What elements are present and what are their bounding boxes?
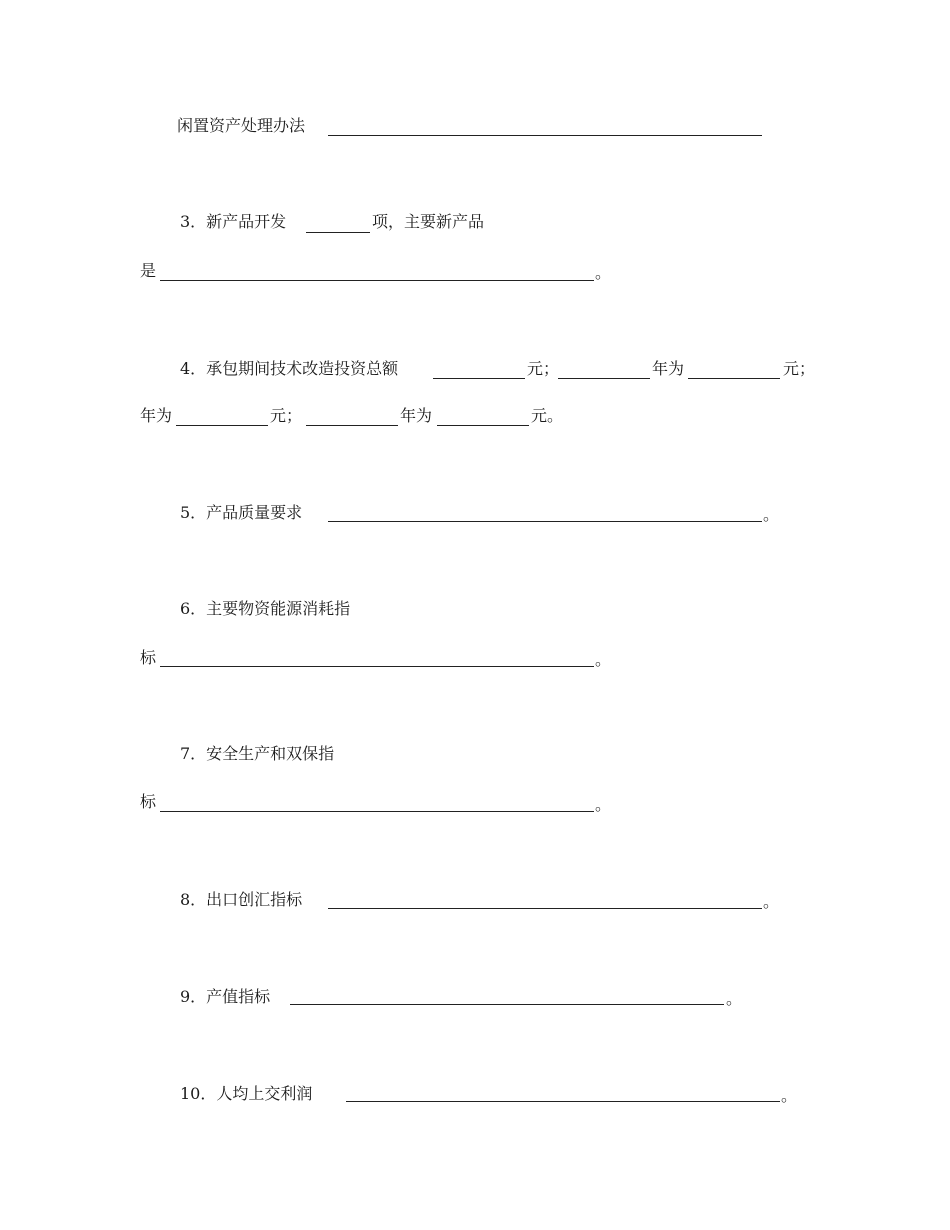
new-products-label: 3．新产品开发 <box>180 212 287 231</box>
export-suffix: 。 <box>763 892 780 911</box>
tech-investment-unit-2: 元； <box>783 359 816 378</box>
new-products-line2-suffix: 。 <box>595 263 612 282</box>
tech-investment-amount-1-blank[interactable] <box>688 378 780 379</box>
export-blank[interactable] <box>328 908 762 909</box>
new-products-names-blank[interactable] <box>160 280 594 281</box>
tech-investment-year-for-1: 年为 <box>652 359 685 378</box>
profit-label: 10．人均上交利润 <box>180 1084 313 1103</box>
tech-investment-year-for-3: 年为 <box>400 406 433 425</box>
profit-blank[interactable] <box>346 1101 780 1102</box>
profit-suffix: 。 <box>781 1086 798 1105</box>
tech-investment-unit-1: 元； <box>527 359 560 378</box>
output-value-suffix: 。 <box>726 989 743 1008</box>
new-products-count-blank[interactable] <box>306 232 370 233</box>
energy-line2-suffix: 。 <box>595 650 612 669</box>
output-value-label: 9．产值指标 <box>180 987 271 1006</box>
energy-label: 6．主要物资能源消耗指 <box>180 599 351 618</box>
tech-investment-amount-3-blank[interactable] <box>437 425 529 426</box>
idle-assets-label: 闲置资产处理办法 <box>177 116 306 135</box>
tech-investment-amount-2-blank[interactable] <box>176 425 268 426</box>
safety-line2-suffix: 。 <box>595 795 612 814</box>
new-products-mid: 项，主要新产品 <box>372 212 485 231</box>
energy-line2-prefix: 标 <box>140 648 157 667</box>
tech-investment-year-1-blank[interactable] <box>558 378 650 379</box>
tech-investment-year-3-blank[interactable] <box>306 425 398 426</box>
safety-line2-prefix: 标 <box>140 792 157 811</box>
quality-label: 5．产品质量要求 <box>180 503 303 522</box>
tech-investment-label: 4．承包期间技术改造投资总额 <box>180 359 399 378</box>
export-label: 8．出口创汇指标 <box>180 890 303 909</box>
idle-assets-blank[interactable] <box>328 135 762 136</box>
output-value-blank[interactable] <box>290 1004 724 1005</box>
safety-label: 7．安全生产和双保指 <box>180 744 335 763</box>
tech-investment-unit-end: 元。 <box>531 406 564 425</box>
quality-suffix: 。 <box>763 505 780 524</box>
quality-blank[interactable] <box>328 521 762 522</box>
tech-investment-total-blank[interactable] <box>433 378 525 379</box>
energy-blank[interactable] <box>160 666 594 667</box>
tech-investment-unit-3: 元； <box>270 406 303 425</box>
new-products-line2-prefix: 是 <box>140 261 157 280</box>
tech-investment-year-for-2: 年为 <box>140 406 173 425</box>
safety-blank[interactable] <box>160 811 594 812</box>
